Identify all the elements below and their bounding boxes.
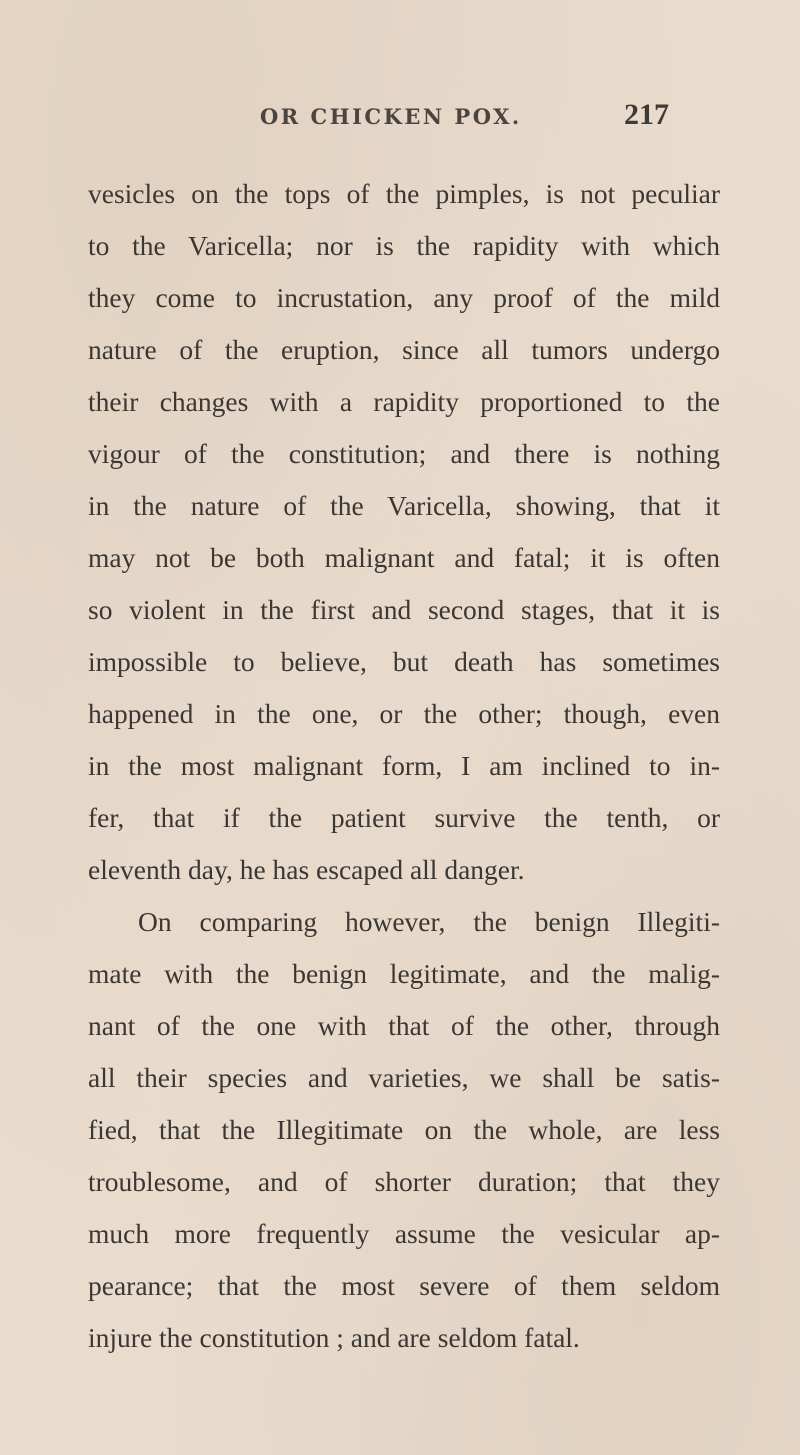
paragraph-start-line: On comparing however, the benign Illegiti-: [138, 906, 720, 937]
text-line: their changes with a rapidity proportioned to the: [88, 386, 720, 417]
paragraph-end-line: injure the constitution ; and are seldom fatal.: [88, 1322, 580, 1353]
body-text: [88, 168, 720, 1364]
text-line: to the Varicella; nor is the rapidity with which: [88, 230, 720, 261]
text-line: so violent in the first and second stages, that it is: [88, 594, 720, 625]
text-line: troublesome, and of shorter duration; that they: [88, 1166, 720, 1197]
text-line: pearance; that the most severe of them seldom: [88, 1270, 720, 1301]
text-line: they come to incrustation, any proof of the mild: [88, 282, 720, 313]
text-line: fied, that the Illegitimate on the whole, are less: [88, 1114, 720, 1145]
text-line: vigour of the constitution; and there is nothing: [88, 438, 720, 469]
text-line: impossible to believe, but death has sometimes: [88, 646, 720, 677]
paragraph-end-line: eleventh day, he has escaped all danger.: [88, 854, 525, 885]
text-line: fer, that if the patient survive the tenth, or: [88, 802, 720, 833]
text-line: all their species and varieties, we shall be satis-: [88, 1062, 720, 1093]
text-line: nant of the one with that of the other, through: [88, 1010, 720, 1041]
text-line: in the nature of the Varicella, showing, that it: [88, 490, 720, 521]
running-head: [0, 98, 800, 144]
running-title: OR CHICKEN POX.: [260, 104, 522, 129]
text-line: may not be both malignant and fatal; it is often: [88, 542, 720, 573]
page-number: 217: [624, 98, 669, 131]
text-line: vesicles on the tops of the pimples, is not peculiar: [88, 178, 720, 209]
text-line: in the most malignant form, I am inclined to in-: [88, 750, 720, 781]
text-line: nature of the eruption, since all tumors undergo: [88, 334, 720, 365]
text-line: happened in the one, or the other; though, even: [88, 698, 720, 729]
text-line: much more frequently assume the vesicular ap-: [88, 1218, 720, 1249]
text-line: mate with the benign legitimate, and the malig-: [88, 958, 720, 989]
